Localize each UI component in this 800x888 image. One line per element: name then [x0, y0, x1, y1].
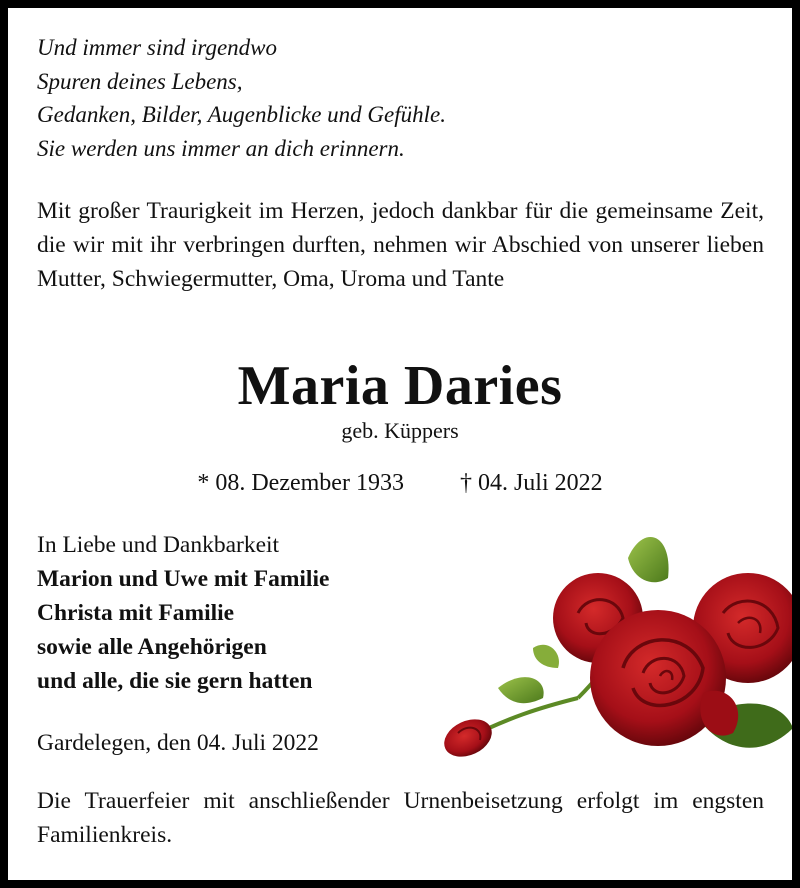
funeral-note: Die Trauerfeier mit anschließender Urnenbeisetzung erfolgt im engsten Familienkreis. — [37, 788, 764, 848]
life-dates — [8, 466, 792, 500]
mourner-line: Christa mit Familie — [37, 600, 235, 626]
poem-line: Spuren deines Lebens, — [37, 68, 243, 94]
poem-line: Und immer sind irgendwo — [37, 35, 278, 60]
place-date: Gardelegen, den 04. Juli 2022 — [37, 730, 319, 756]
poem — [37, 31, 757, 165]
mourners-block — [37, 528, 329, 698]
mourner-line: Marion und Uwe mit Familie — [37, 566, 330, 592]
mourners-intro: In Liebe und Dankbarkeit — [37, 532, 280, 558]
obituary-card — [8, 8, 792, 880]
deceased-name: Maria Daries — [237, 355, 563, 417]
mourner-line: sowie alle Angehörigen — [37, 634, 267, 660]
poem-line: Gedanken, Bilder, Augenblicke und Gefühle. — [37, 102, 446, 127]
intro-text: Mit großer Traurigkeit im Herzen, jedoch dankbar für die gemeinsame Zeit, die wir mit ihr verbringen durften, nehmen wir Abschied von unserer lieben Mutter, Schwiegermutter, Oma, Uroma und Tante — [37, 198, 764, 292]
birth-date: * 08. Dezember 1933 — [197, 470, 404, 496]
death-date: † 04. Juli 2022 — [459, 470, 603, 496]
roses-image — [428, 518, 792, 768]
mourner-line: und alle, die sie gern hatten — [37, 668, 313, 694]
poem-line: Sie werden uns immer an dich erinnern. — [37, 135, 405, 161]
maiden-name: geb. Küppers — [341, 418, 459, 443]
